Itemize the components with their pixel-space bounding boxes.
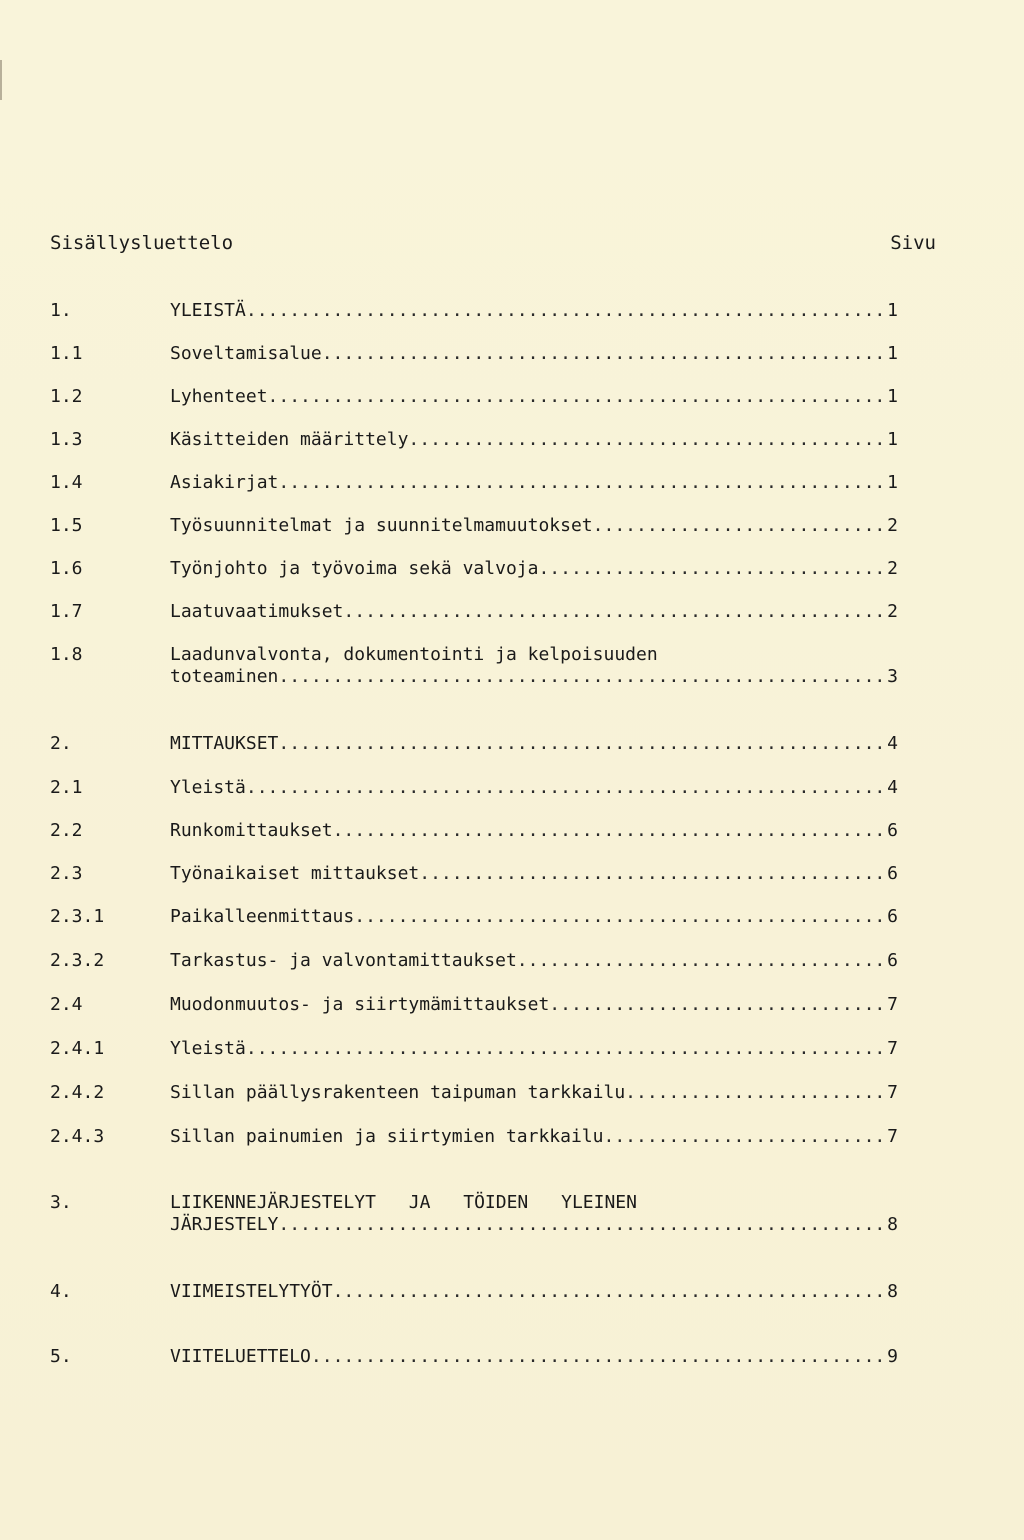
section-number: 1.7: [50, 601, 83, 622]
dot-leader: [538, 558, 885, 580]
section-number: 2.3.1: [50, 906, 105, 927]
section-title: Yleistä: [170, 777, 246, 798]
page-number: 1: [887, 300, 898, 321]
section-number: 1.2: [50, 386, 83, 407]
page-number: 1: [887, 429, 898, 450]
section-title-line1: LIIKENNEJÄRJESTELYT JA TÖIDEN YLEINEN: [170, 1192, 637, 1213]
toc-header: [50, 232, 940, 262]
section-number: 4.: [50, 1281, 72, 1302]
section-title: JÄRJESTELY: [170, 1214, 279, 1235]
page-number: 6: [887, 906, 898, 927]
dot-leader: [278, 666, 885, 688]
section-number: 2.4: [50, 994, 83, 1015]
section-number: 2.3.2: [50, 950, 105, 971]
section-number: 2.3: [50, 863, 83, 884]
section-number: 2.2: [50, 820, 83, 841]
page-number: 4: [887, 733, 898, 754]
page-number: 2: [887, 601, 898, 622]
section-title: Asiakirjat: [170, 472, 279, 493]
section-number: 1.4: [50, 472, 83, 493]
page-number: 7: [887, 1126, 898, 1147]
scan-edge-mark: [0, 60, 2, 100]
section-title: Paikalleenmittaus: [170, 906, 355, 927]
page-number: 1: [887, 386, 898, 407]
section-title: Sillan päällysrakenteen taipuman tarkkailu: [170, 1082, 626, 1103]
section-title: Muodonmuutos- ja siirtymämittaukset: [170, 994, 550, 1015]
dot-leader: [333, 1281, 886, 1303]
toc-title: Sisällysluettelo: [50, 232, 234, 254]
section-title: YLEISTÄ: [170, 300, 246, 321]
section-title: Käsitteiden määrittely: [170, 429, 409, 450]
section-title: Sillan painumien ja siirtymien tarkkailu: [170, 1126, 604, 1147]
section-title: VIITELUETTELO: [170, 1346, 311, 1367]
page-number: 8: [887, 1214, 898, 1235]
page-number: 6: [887, 863, 898, 884]
page-number: 8: [887, 1281, 898, 1302]
section-title: Tarkastus- ja valvontamittaukset: [170, 950, 517, 971]
dot-leader: [593, 515, 886, 537]
page-number: 9: [887, 1346, 898, 1367]
section-number: 1.: [50, 300, 72, 321]
section-title: Soveltamisalue: [170, 343, 322, 364]
dot-leader: [268, 386, 886, 408]
dot-leader: [278, 472, 885, 494]
section-title: Yleistä: [170, 1038, 246, 1059]
dot-leader: [549, 994, 885, 1016]
section-title: VIIMEISTELYTYÖT: [170, 1281, 333, 1302]
dot-leader: [322, 343, 885, 365]
page-number: 7: [887, 1082, 898, 1103]
page-number: 6: [887, 950, 898, 971]
dot-leader: [354, 906, 885, 928]
section-number: 3.: [50, 1192, 72, 1213]
page-number: 2: [887, 558, 898, 579]
page-number: 3: [887, 666, 898, 687]
section-number: 1.3: [50, 429, 83, 450]
section-number: 1.1: [50, 343, 83, 364]
page-number: 7: [887, 994, 898, 1015]
section-title-line1: Laadunvalvonta, dokumentointi ja kelpoisuuden: [170, 644, 658, 665]
page-number: 2: [887, 515, 898, 536]
section-number: 2.: [50, 733, 72, 754]
section-title: toteaminen: [170, 666, 279, 687]
page-column-heading: Sivu: [890, 232, 936, 254]
dot-leader: [278, 1214, 885, 1236]
dot-leader: [246, 1038, 885, 1060]
dot-leader: [246, 300, 885, 322]
page-number: 7: [887, 1038, 898, 1059]
section-number: 1.5: [50, 515, 83, 536]
section-title: Lyhenteet: [170, 386, 268, 407]
dot-leader: [278, 733, 885, 755]
dot-leader: [343, 601, 885, 623]
section-title: Laatuvaatimukset: [170, 601, 344, 622]
section-number: 2.4.1: [50, 1038, 105, 1059]
section-title: Työnaikaiset mittaukset: [170, 863, 420, 884]
dot-leader: [311, 1346, 885, 1368]
dot-leader: [408, 429, 885, 451]
section-number: 2.1: [50, 777, 83, 798]
section-number: 5.: [50, 1346, 72, 1367]
section-title: Runkomittaukset: [170, 820, 333, 841]
section-title: Työsuunnitelmat ja suunnitelmamuutokset: [170, 515, 593, 536]
dot-leader: [333, 820, 886, 842]
dot-leader: [517, 950, 885, 972]
section-number: 1.6: [50, 558, 83, 579]
dot-leader: [246, 777, 885, 799]
section-number: 2.4.3: [50, 1126, 105, 1147]
section-title: Työnjohto ja työvoima sekä valvoja: [170, 558, 539, 579]
section-number: 2.4.2: [50, 1082, 105, 1103]
dot-leader: [419, 863, 885, 885]
dot-leader: [603, 1126, 885, 1148]
page-number: 1: [887, 472, 898, 493]
page-number: 6: [887, 820, 898, 841]
page-number: 4: [887, 777, 898, 798]
page-number: 1: [887, 343, 898, 364]
section-number: 1.8: [50, 644, 83, 665]
dot-leader: [625, 1082, 885, 1104]
section-title: MITTAUKSET: [170, 733, 279, 754]
